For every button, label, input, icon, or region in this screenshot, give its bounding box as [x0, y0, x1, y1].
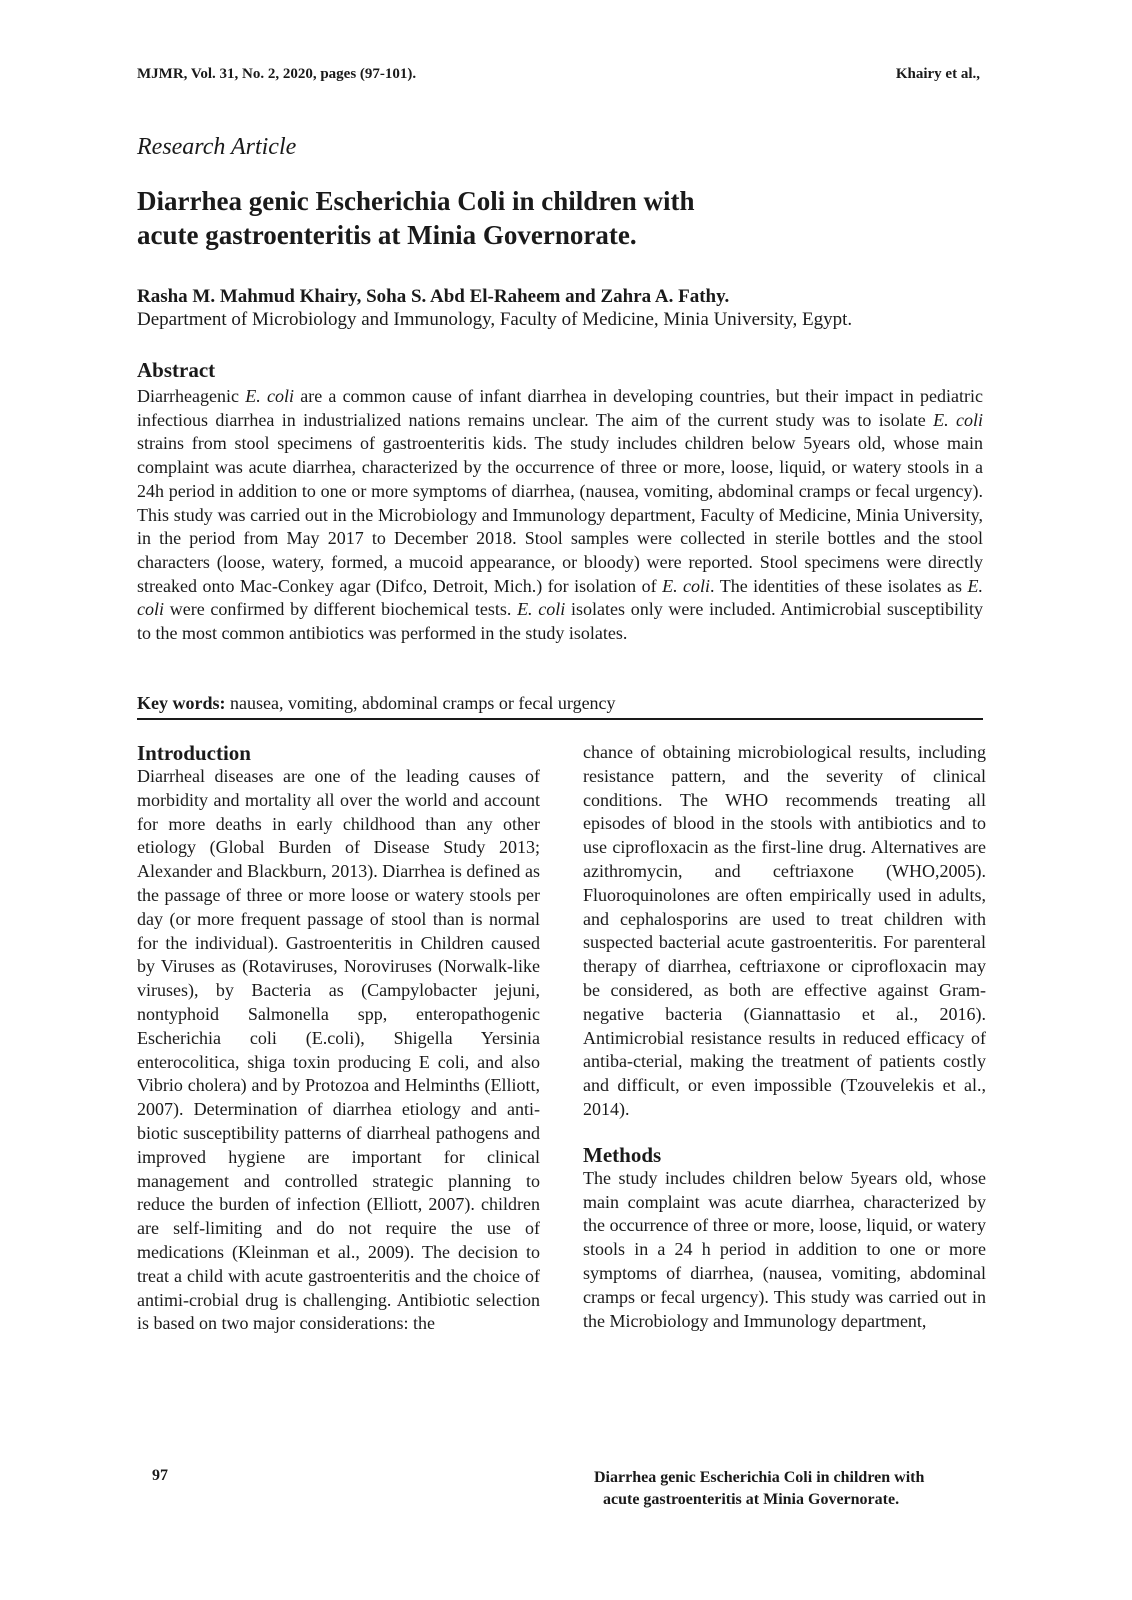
section-divider — [137, 718, 983, 720]
species-name: E. coli — [245, 386, 294, 406]
keywords-list: nausea, vomiting, abdominal cramps or fecal urgency — [225, 693, 616, 713]
footer-title-line1: Diarrhea genic Escherichia Coli in children with — [594, 1469, 925, 1486]
article-title-line2: acute gastroenteritis at Minia Governorate. — [137, 220, 637, 250]
species-name: E. coli — [933, 409, 983, 430]
journal-citation-header: MJMR, Vol. 31, No. 2, 2020, pages (97-101). — [137, 66, 417, 82]
species-name: E. coli — [137, 575, 983, 620]
running-author-header: Khairy et al., — [895, 66, 980, 82]
page-number: 97 — [152, 1467, 168, 1484]
introduction-continued-text: chance of obtaining microbiological results, including resistance pattern, and the severity of clinical conditions. The WHO recommends treating all episodes of blood in the stools with antibiotics and to use ciprofloxacin as the first-line drug. Alternatives are azithromycin, and ceftriaxone (WHO,2005). Fluoroquinolones are often empirically used in adults, and cephalosporins are used to treat children with suspected bacterial acute gastroenteritis. For parenteral therapy of diarrhea, ceftriaxone or ciprofloxacin may be considered, as both are effective against Gram-negative bacteria (Giannattasio et al., 2016). Antimicrobial resistance results in reduced efficacy of antiba-cterial, making the treatment of patients costly and difficult, or even impossible (Tzouvelekis et al., 2014). — [583, 742, 986, 1119]
abstract-text: . The identities of these isolates as — [710, 575, 968, 596]
author-list: Rasha M. Mahmud Khairy, Soha S. Abd El-Raheem and Zahra A. Fathy. — [137, 286, 730, 307]
right-column — [583, 741, 986, 1333]
abstract-text: are a common cause of infant diarrhea in developing countries, but their impact in pediatric infectious diarrhea in industrialized nations remains unclear. The aim of the current study was to isolate — [137, 386, 984, 430]
methods-heading: Methods — [583, 1142, 662, 1167]
abstract-text: isolates only were included. Antimicrobial susceptibility to the most common antibiotics was performed in the study isolates. — [137, 599, 983, 644]
article-type-label: Research Article — [137, 134, 297, 160]
introduction-heading: Introduction — [137, 741, 251, 765]
introduction-text: Diarrheal diseases are one of the leading causes of morbidity and mortality all over the world and account for more deaths in early childhood than any other etiology (Global Burden of Disease Study 2013; Alexander and Blackburn, 2013). Diarrhea is defined as the passage of three or more loose or watery stools per day (or more frequent passage of stool than is normal for the individual). Gastroenteritis in Children caused by Viruses as (Rotaviruses, Noroviruses (Norwalk-like viruses), by Bacteria as (Campylobacter jejuni, nontyphoid Salmonella spp, enteropathogenic Escherichia coli (E.coli), Shigella Yersinia enterocolitica, shiga toxin producing E coli, and also Vibrio cholera) and by Protozoa and Helminths (Elliott, 2007). Determination of diarrhea etiology and anti-biotic susceptibility patterns of diarrheal pathogens and improved hygiene are important for clinical management and controlled strategic planning to reduce the burden of infection (Elliott, 2007). children are self-limiting and do not require the use of medications (Kleinman et al., 2009). The decision to treat a child with acute gastroenteritis and the choice of antimi-crobial drug is challenging. Antibiotic selection is based on two major considerations: the — [137, 766, 540, 1334]
affiliation: Department of Microbiology and Immunology, Faculty of Medicine, Minia University, Egypt. — [137, 309, 853, 330]
left-column — [137, 741, 540, 1336]
species-name: E. coli — [517, 599, 566, 620]
abstract-heading: Abstract — [137, 358, 216, 382]
species-name: E. coli — [662, 575, 711, 596]
article-title-line1: Diarrhea genic Escherichia Coli in children with — [137, 186, 695, 216]
footer-title-line2: acute gastroenteritis at Minia Governorate. — [603, 1491, 900, 1508]
methods-text: The study includes children below 5years old, whose main complaint was acute diarrhea, characterized by the occurrence of three or more, loose, liquid, or watery stools in a 24 h period in addition to one or more symptoms of diarrhea, (nausea, vomiting, abdominal cramps or fecal urgency). This study was carried out in the Microbiology and Immunology department, — [583, 1167, 986, 1331]
abstract-body — [137, 385, 983, 646]
keywords-label: Key words: — [137, 693, 226, 713]
abstract-text: Diarrheagenic — [137, 386, 246, 406]
abstract-text: were confirmed by different biochemical tests. — [164, 599, 518, 620]
running-title-footer — [594, 1467, 990, 1511]
article-title — [137, 184, 857, 252]
abstract-text: strains from stool specimens of gastroenteritis kids. The study includes children below 5years old, whose main complaint was acute diarrhea, characterized by the occurrence of three or more, loose, liquid, or watery stools in a 24h period in addition to one or more symptoms of diarrhea, (nausea, vomiting, abdominal cramps or fecal urgency). This study was carried out in the Microbiology and Immunology department, Faculty of Medicine, Minia University, in the period from May 2017 to December 2018. Stool samples were collected in sterile bottles and the stool characters (loose, watery, formed, a mucoid appearance, or bloody) were reported. Stool specimens were directly streaked onto Mac-Conkey agar (Difco, Detroit, Mich.) for isolation of — [137, 433, 983, 596]
keywords — [137, 692, 983, 716]
